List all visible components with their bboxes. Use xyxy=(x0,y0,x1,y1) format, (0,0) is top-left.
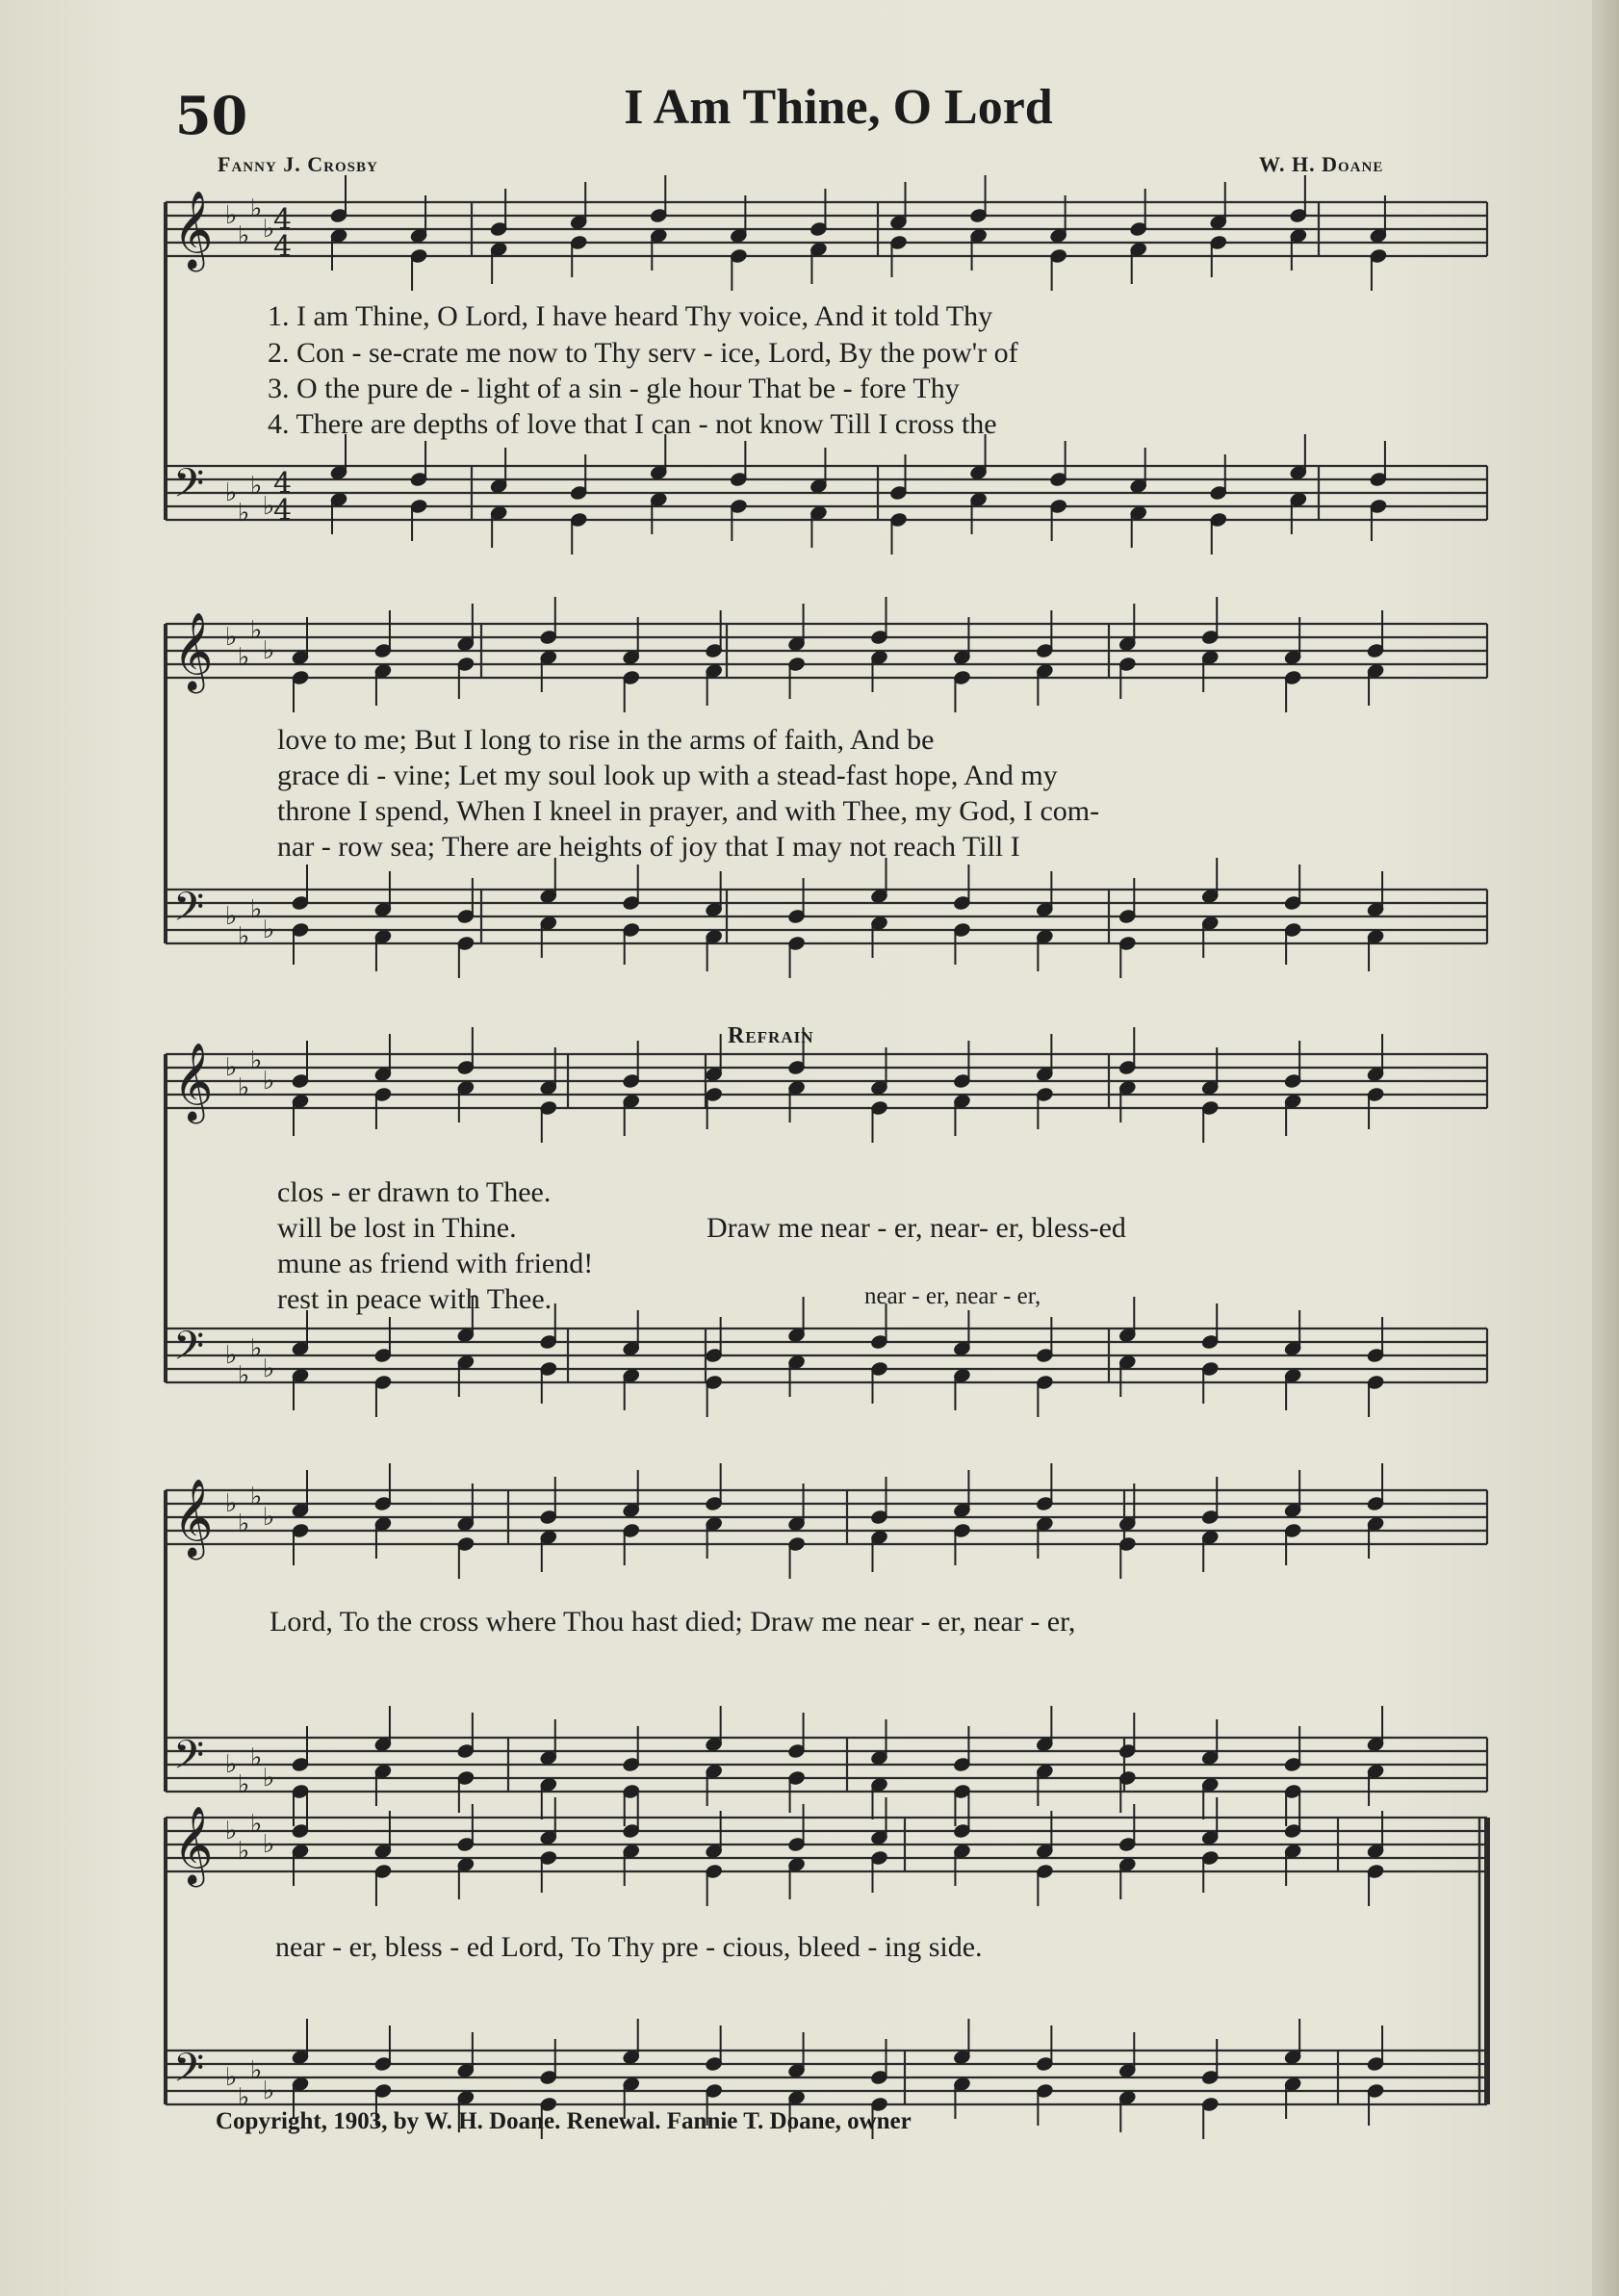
flat-sign-icon: ♭ xyxy=(238,499,250,528)
flat-sign-icon: ♭ xyxy=(238,1073,250,1102)
verse-3-line-c: mune as friend with friend! xyxy=(277,1248,594,1279)
flat-sign-icon: ♭ xyxy=(225,1489,238,1518)
bass-clef-icon: 𝄢 xyxy=(173,2045,205,2101)
time-sig-bottom: 4 xyxy=(273,494,293,528)
flat-sign-icon: ♭ xyxy=(238,1361,250,1390)
verse-4-line-b: nar - row sea; There are heights of joy that I may not reach Till I xyxy=(277,831,1020,863)
verse-1-line-c: clos - er drawn to Thee. xyxy=(277,1176,552,1208)
flat-sign-icon: ♭ xyxy=(225,902,238,931)
flat-sign-icon: ♭ xyxy=(225,1817,238,1845)
hymn-title: I Am Thine, O Lord xyxy=(624,80,1053,135)
flat-sign-icon: ♭ xyxy=(250,616,263,645)
flat-sign-icon: ♭ xyxy=(250,1810,263,1839)
flat-sign-icon: ♭ xyxy=(263,636,275,665)
treble-clef-icon: 𝄞 xyxy=(173,611,214,690)
flat-sign-icon: ♭ xyxy=(263,1354,275,1383)
clefs-and-signatures xyxy=(173,190,292,2112)
time-sig-top: 4 xyxy=(273,467,293,501)
treble-clef-icon: 𝄞 xyxy=(173,190,214,269)
flat-sign-icon: ♭ xyxy=(225,1341,238,1370)
flat-sign-icon: ♭ xyxy=(250,1334,263,1363)
verse-1-line-a: 1. I am Thine, O Lord, I have heard Thy voice, And it told Thy xyxy=(268,300,993,332)
flat-sign-icon: ♭ xyxy=(225,201,238,230)
refrain-lyric-1: Draw me near - er, near- er, bless-ed xyxy=(707,1212,1126,1244)
verse-3-line-a: 3. O the pure de - light of a sin - gle hour That be - fore Thy xyxy=(268,373,960,404)
flat-sign-icon: ♭ xyxy=(238,2083,250,2112)
flat-sign-icon: ♭ xyxy=(263,1067,275,1096)
page-number: 50 xyxy=(175,85,248,146)
refrain-bass-echo: near - er, near - er, xyxy=(864,1283,1041,1309)
refrain-lyric-2: Lord, To the cross where Thou hast died; Draw me near - er, near - er, xyxy=(270,1606,1076,1638)
flat-sign-icon: ♭ xyxy=(263,215,275,244)
composer-credit: W. H. Doane xyxy=(1259,152,1384,176)
verse-2-line-a: 2. Con - se-crate me now to Thy serv - ice, Lord, By the pow'r of xyxy=(268,337,1018,369)
flat-sign-icon: ♭ xyxy=(250,1483,263,1511)
bass-clef-icon: 𝄢 xyxy=(173,884,205,940)
flat-sign-icon: ♭ xyxy=(238,1770,250,1799)
verse-1-line-b: love to me; But I long to rise in the arms of faith, And be xyxy=(277,724,935,756)
flat-sign-icon: ♭ xyxy=(238,1509,250,1538)
verse-2-line-b: grace di - vine; Let my soul look up with a stead-fast hope, And my xyxy=(277,760,1058,791)
bass-clef-icon: 𝄢 xyxy=(173,460,205,516)
verse-4-line-c: rest in peace with Thee. xyxy=(277,1283,553,1315)
flat-sign-icon: ♭ xyxy=(225,2063,238,2092)
flat-sign-icon: ♭ xyxy=(250,895,263,924)
flat-sign-icon: ♭ xyxy=(263,1764,275,1793)
treble-clef-icon: 𝄞 xyxy=(173,1805,214,1884)
refrain-label: Refrain xyxy=(728,1023,814,1048)
flat-sign-icon: ♭ xyxy=(225,1053,238,1082)
flat-sign-icon: ♭ xyxy=(250,1743,263,1772)
verse-3-line-b: throne I spend, When I kneel in prayer, and with Thee, my God, I com- xyxy=(277,795,1100,827)
verse-4-line-a: 4. There are depths of love that I can - not know Till I cross the xyxy=(268,408,997,440)
flat-sign-icon: ♭ xyxy=(238,1837,250,1866)
flat-sign-icon: ♭ xyxy=(250,472,263,501)
flat-sign-icon: ♭ xyxy=(263,916,275,944)
flat-sign-icon: ♭ xyxy=(263,492,275,521)
flat-sign-icon: ♭ xyxy=(263,2077,275,2105)
flat-sign-icon: ♭ xyxy=(238,221,250,250)
staff-lines xyxy=(166,202,1487,2104)
refrain-lyric-3: near - er, bless - ed Lord, To Thy pre - cious, bleed - ing side. xyxy=(275,1931,983,1963)
flat-sign-icon: ♭ xyxy=(263,1503,275,1532)
time-sig-bottom: 4 xyxy=(273,230,293,264)
flat-sign-icon: ♭ xyxy=(238,643,250,672)
flat-sign-icon: ♭ xyxy=(250,194,263,223)
verse-2-line-c: will be lost in Thine. xyxy=(277,1212,517,1244)
treble-clef-icon: 𝄞 xyxy=(173,1478,214,1557)
lyricist-credit: Fanny J. Crosby xyxy=(218,152,378,176)
flat-sign-icon: ♭ xyxy=(225,1750,238,1779)
copyright-notice: Copyright, 1903, by W. H. Doane. Renewal. Fannie T. Doane, owner xyxy=(216,2108,912,2134)
time-sig-top: 4 xyxy=(273,203,293,237)
flat-sign-icon: ♭ xyxy=(250,2056,263,2085)
bass-clef-icon: 𝄢 xyxy=(173,1323,205,1379)
bass-clef-icon: 𝄢 xyxy=(173,1732,205,1788)
flat-sign-icon: ♭ xyxy=(250,1046,263,1075)
treble-clef-icon: 𝄞 xyxy=(173,1042,214,1121)
flat-sign-icon: ♭ xyxy=(238,922,250,951)
flat-sign-icon: ♭ xyxy=(225,478,238,507)
flat-sign-icon: ♭ xyxy=(263,1830,275,1859)
flat-sign-icon: ♭ xyxy=(225,623,238,652)
